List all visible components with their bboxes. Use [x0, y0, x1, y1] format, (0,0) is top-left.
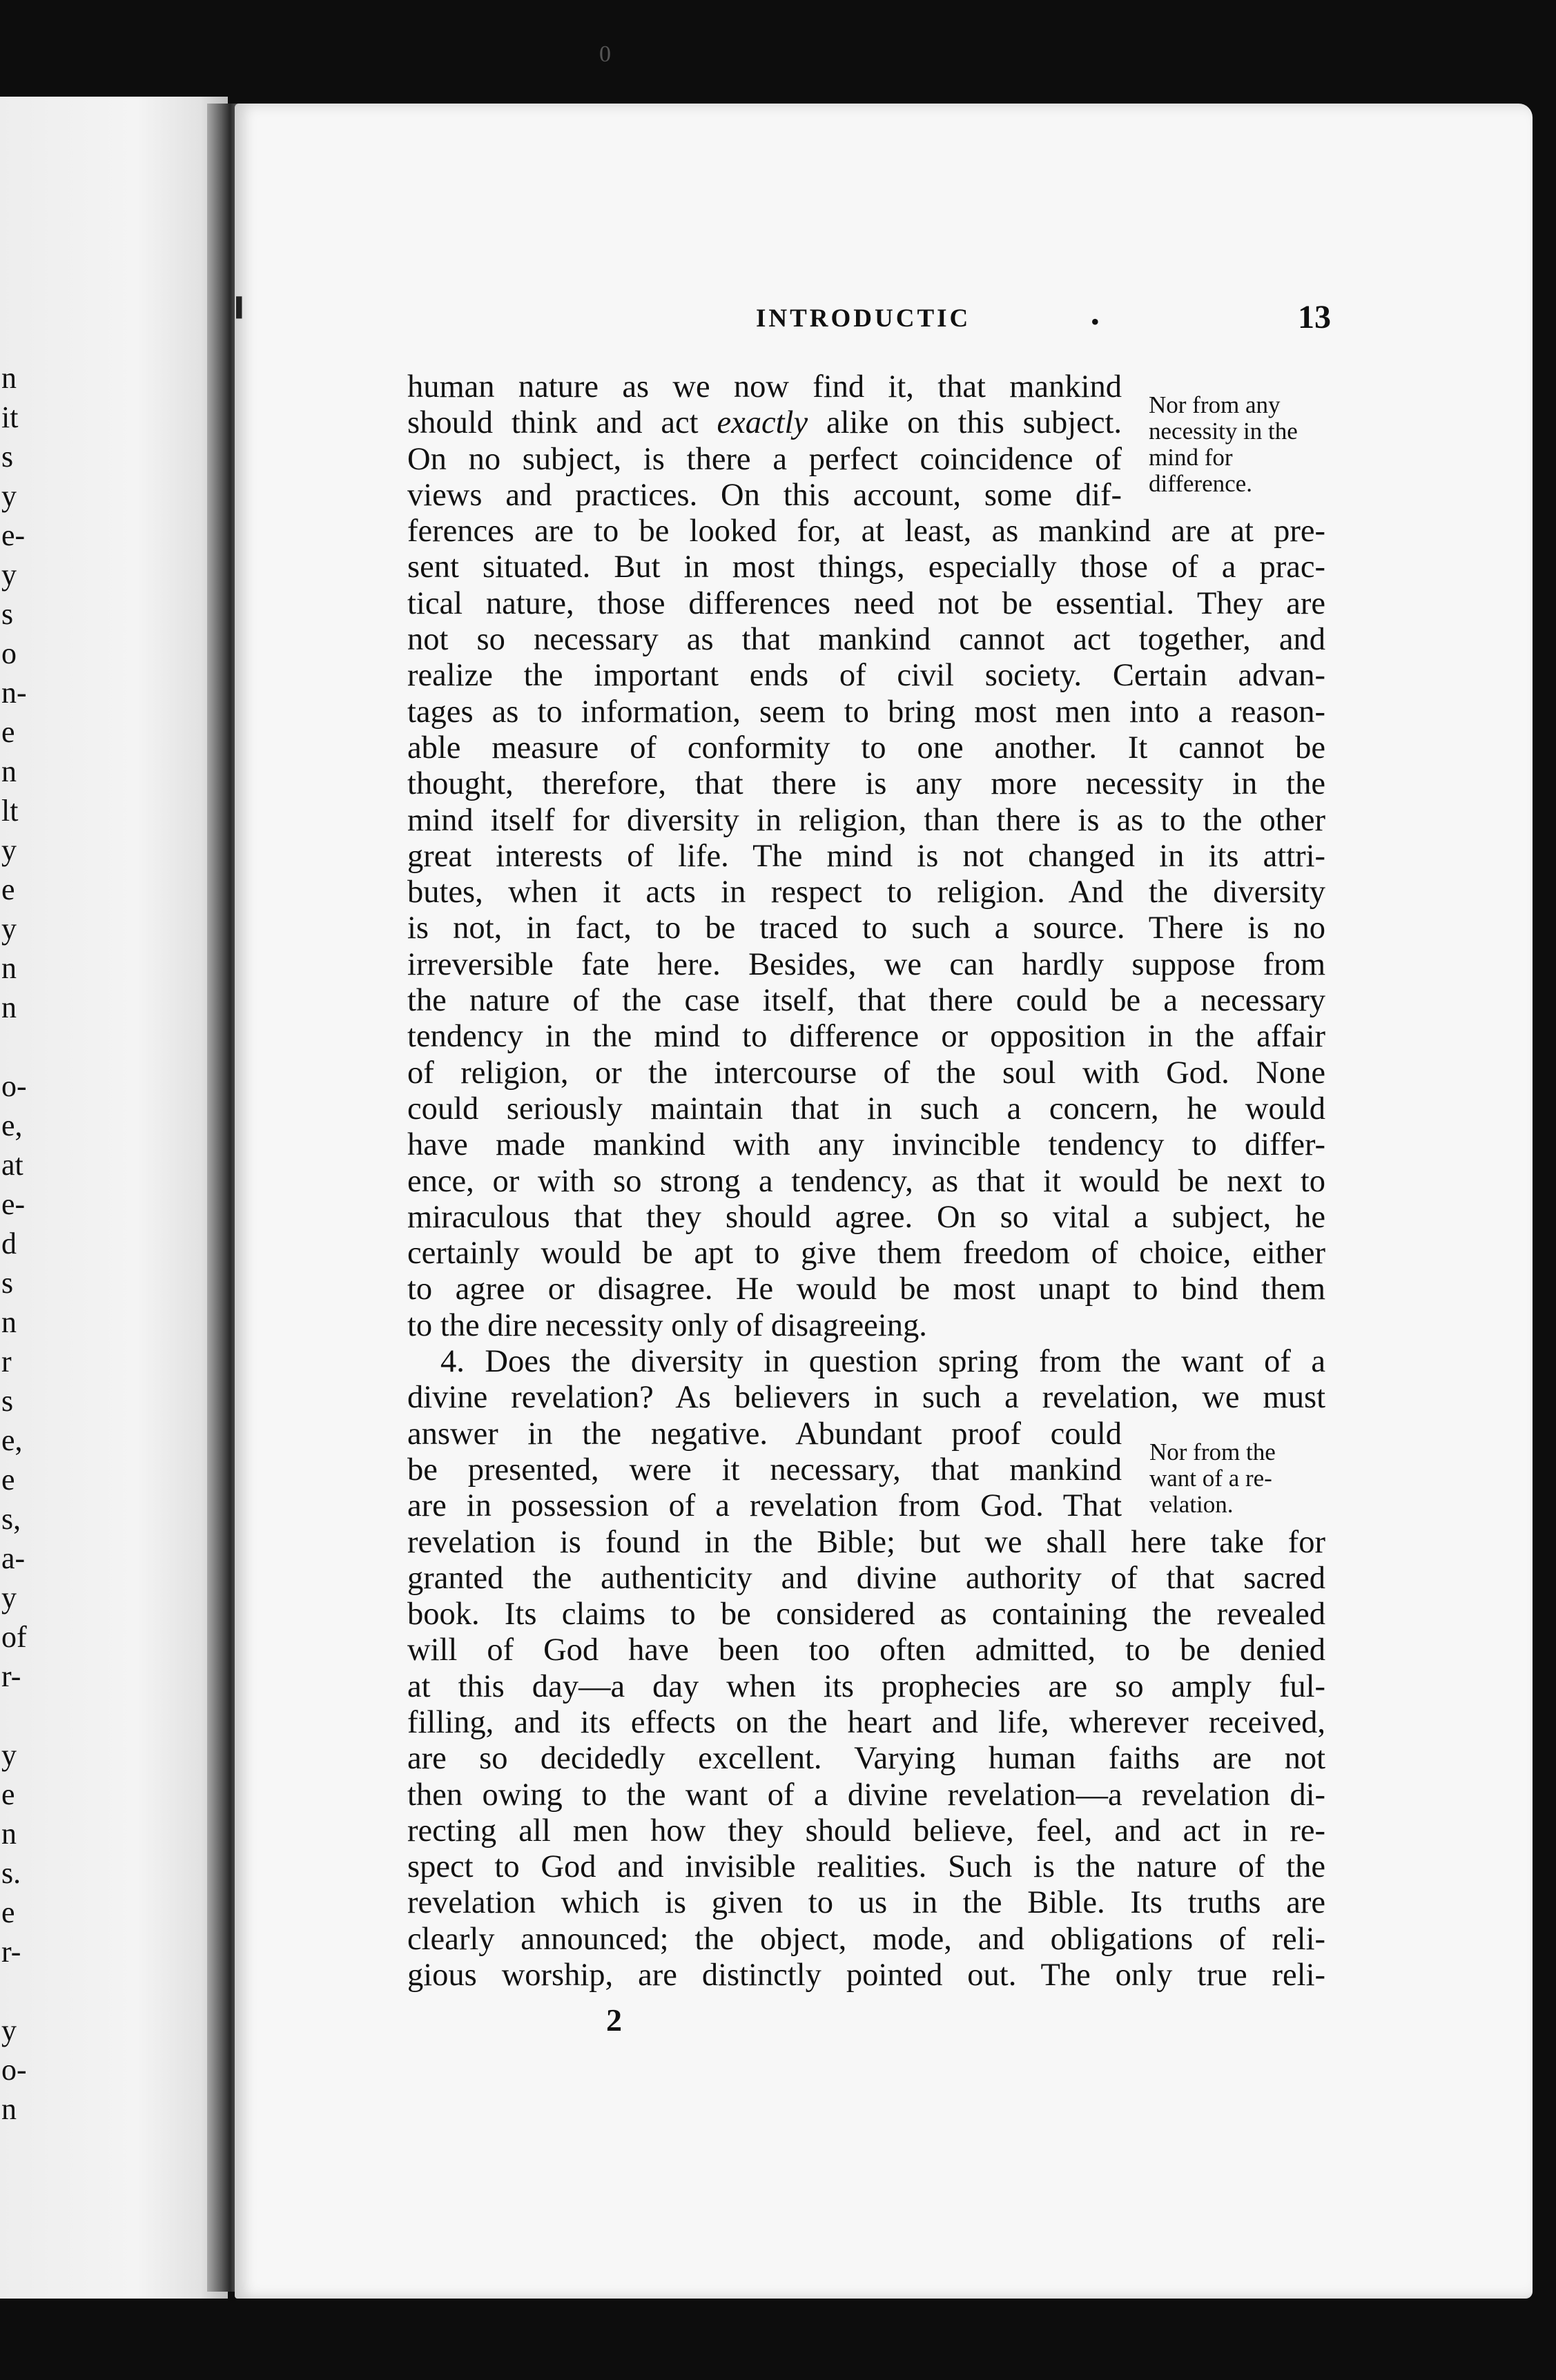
left-page-fragment: n- [1, 676, 27, 710]
text-line: should think and act exactly alike on this subject. [407, 405, 1122, 441]
text-line: On no subject, is there a perfect coincidence of [407, 441, 1122, 477]
left-page-fragment: s. [1, 1856, 21, 1890]
left-page-fragment: a- [1, 1541, 26, 1575]
left-page-fragment: y [1, 558, 17, 592]
signature-mark: 2 [606, 2002, 622, 2038]
text-line: have made mankind with any invincible tendency to differ- [407, 1127, 1325, 1163]
left-page-fragment: y [1, 1581, 17, 1615]
text-line: mind itself for diversity in religion, than there is as to the other [407, 802, 1325, 838]
page-number: 13 [1298, 299, 1331, 335]
left-page-fragment: n [1, 361, 17, 395]
left-page-fragment: e, [1, 1109, 23, 1142]
left-page-fragment: n [1, 754, 17, 788]
left-page-fragment: e [1, 1777, 15, 1811]
text-line: views and practices. On this account, some dif- [407, 477, 1122, 513]
left-page-fragment: n [1, 2092, 17, 2126]
left-page-fragment: y [1, 1738, 17, 1772]
left-page-fragment: e, [1, 1423, 23, 1457]
text-line: to the dire necessity only of disagreeing. [407, 1307, 927, 1343]
text-line: realize the important ends of civil society. Certain advan- [407, 658, 1325, 694]
text-line: 4. Does the diversity in question spring from the want of a [440, 1344, 1325, 1380]
text-line: then owing to the want of a divine revelation—a revelation di- [407, 1777, 1325, 1813]
text-line: tages as to information, seem to bring most men into a reason- [407, 694, 1325, 730]
left-page-fragment: at [1, 1148, 23, 1182]
top-mark: 0 [599, 41, 611, 67]
running-head: INTRODUCTIC [756, 304, 971, 333]
text-line: answer in the negative. Abundant proof could [407, 1416, 1122, 1452]
left-page-fragment: n [1, 1817, 17, 1851]
text-line: to agree or disagree. He would be most unapt to bind them [407, 1271, 1325, 1307]
left-page-fragment: s [1, 1384, 14, 1418]
text-line: miraculous that they should agree. On so vital a subject, he [407, 1199, 1325, 1235]
left-page-fragment: o- [1, 2053, 27, 2087]
left-page-fragment: n [1, 951, 17, 985]
left-page-fragment: d [1, 1227, 17, 1260]
left-page-fragment: e [1, 1463, 15, 1496]
text-line: of religion, or the intercourse of the soul with God. None [407, 1055, 1325, 1091]
left-page-fragment: y [1, 479, 17, 513]
text-line: are so decidedly excellent. Varying human faiths are not [407, 1741, 1325, 1777]
left-page-fragment: e- [1, 518, 26, 552]
left-page-fragment: o- [1, 1069, 27, 1103]
left-page-fragment: e [1, 872, 15, 906]
left-page-fragment: s [1, 440, 14, 474]
text-line: not so necessary as that mankind cannot act together, and [407, 622, 1325, 658]
text-line: revelation which is given to us in the Bible. Its truths are [407, 1885, 1325, 1921]
text-line: butes, when it acts in respect to religion. And the diversity [407, 875, 1325, 910]
text-line: certainly would be apt to give them freedom of choice, either [407, 1236, 1325, 1271]
text-line: the nature of the case itself, that there could be a necessary [407, 983, 1325, 1019]
text-line: human nature as we now find it, that mankind [407, 369, 1122, 404]
text-line: thought, therefore, that there is any more necessity in the [407, 766, 1325, 802]
text-line: filling, and its effects on the heart and life, wherever received, [407, 1704, 1325, 1740]
left-page-fragment: y [1, 2013, 17, 2047]
left-page-fragment: r [1, 1345, 12, 1378]
left-page-fragment: o [1, 636, 17, 670]
page-edge-mark: ╹ [228, 298, 251, 340]
left-page-fragment: of [1, 1620, 27, 1654]
text-line: could seriously maintain that in such a concern, he would [407, 1091, 1325, 1126]
left-page-fragment: lt [1, 794, 19, 828]
text-line: ferences are to be looked for, at least, as mankind are at pre- [407, 514, 1325, 549]
text-line: able measure of conformity to one another. It cannot be [407, 730, 1325, 765]
running-head-separator: • [1091, 308, 1100, 335]
text-line: book. Its claims to be considered as containing the revealed [407, 1597, 1325, 1632]
margin-note: Nor from the want of a re-velation. [1149, 1438, 1276, 1518]
left-page-fragment: it [1, 400, 19, 434]
body-text [407, 369, 1325, 1993]
left-page-fragment: r- [1, 1935, 21, 1969]
text-line: clearly announced; the object, mode, and obligations of reli- [407, 1921, 1325, 1957]
text-line: divine revelation? As believers in such a revelation, we must [407, 1380, 1325, 1416]
text-line: revelation is found in the Bible; but we shall here take for [407, 1524, 1325, 1560]
left-page-fragment: r- [1, 1659, 21, 1693]
left-page-fragment: s [1, 597, 14, 631]
text-line: is not, in fact, to be traced to such a source. There is no [407, 910, 1325, 946]
text-line: gious worship, are distinctly pointed out. The only true reli- [407, 1958, 1325, 1993]
text-line: granted the authenticity and divine authority of that sacred [407, 1560, 1325, 1596]
left-page-fragment: e [1, 1895, 15, 1929]
previous-page [0, 97, 228, 2299]
left-page-fragment: e- [1, 1187, 26, 1221]
text-line: are in possession of a revelation from God. That [407, 1488, 1122, 1524]
left-page-fragment: n [1, 991, 17, 1024]
left-page-fragment: n [1, 1305, 17, 1339]
text-line: tical nature, those differences need not be essential. They are [407, 585, 1325, 621]
text-line: be presented, were it necessary, that mankind [407, 1452, 1122, 1488]
text-line: spect to God and invisible realities. Such is the nature of the [407, 1849, 1325, 1885]
left-page-fragment: e [1, 715, 15, 749]
text-line: sent situated. But in most things, especially those of a prac- [407, 549, 1325, 585]
text-line: ence, or with so strong a tendency, as that it would be next to [407, 1163, 1325, 1199]
left-page-fragment: y [1, 912, 17, 946]
text-line: recting all men how they should believe, feel, and act in re- [407, 1813, 1325, 1849]
margin-note: Nor from any necessity in the mind for difference. [1149, 391, 1298, 497]
text-line: at this day—a day when its prophecies are so amply ful- [407, 1668, 1325, 1704]
text-line: irreversible fate here. Besides, we can hardly suppose from [407, 946, 1325, 982]
left-page-fragment: s, [1, 1502, 21, 1536]
left-page-fragment: y [1, 833, 17, 867]
text-line: great interests of life. The mind is not changed in its attri- [407, 838, 1325, 874]
text-line: will of God have been too often admitted, to be denied [407, 1632, 1325, 1668]
text-line: tendency in the mind to difference or opposition in the affair [407, 1019, 1325, 1055]
left-page-fragment: s [1, 1266, 14, 1300]
